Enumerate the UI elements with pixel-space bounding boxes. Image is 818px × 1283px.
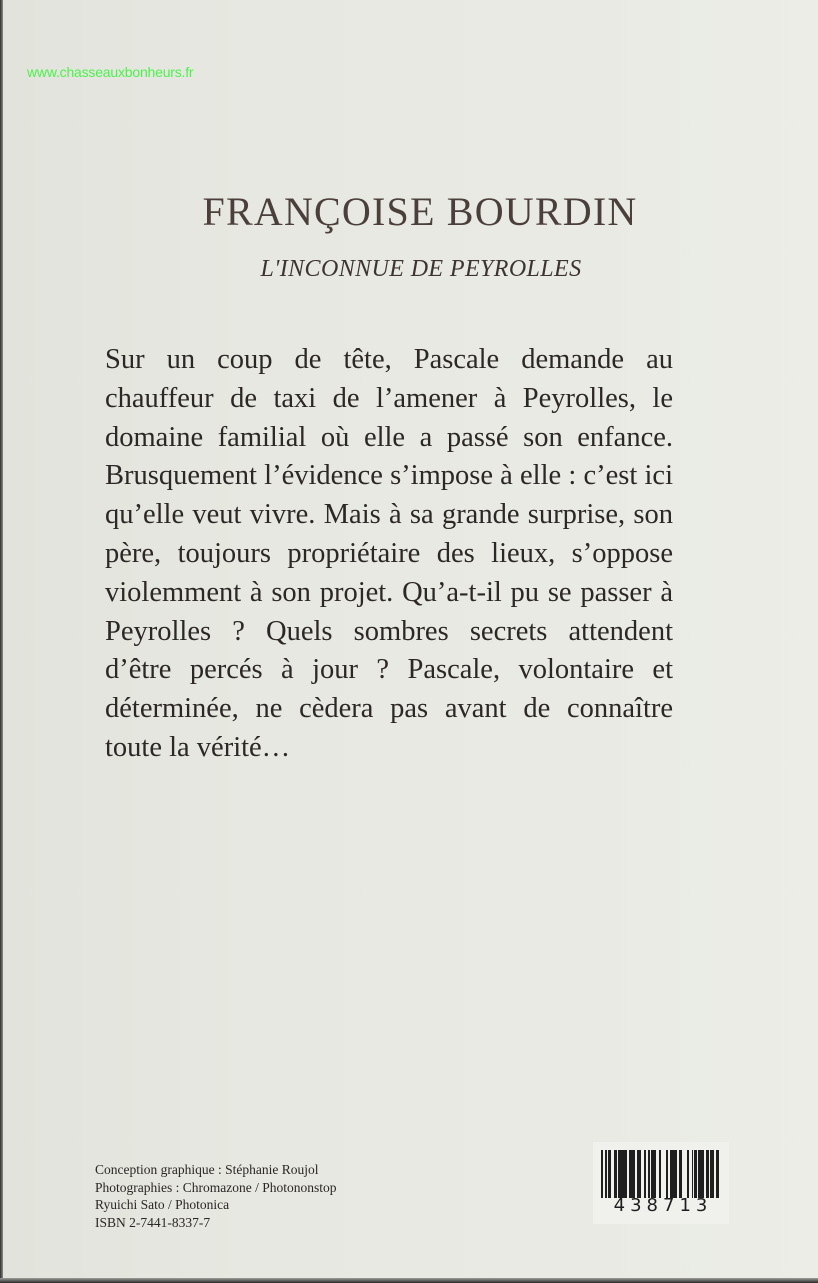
credit-photos: Photographies : Chromazone / Photononstop — [95, 1179, 337, 1195]
credit-design: Conception graphique : Stéphanie Roujol — [95, 1162, 319, 1177]
barcode-bars-icon — [601, 1150, 719, 1198]
book-back-cover — [3, 0, 818, 1278]
isbn: ISBN 2-7441-8337-7 — [95, 1214, 211, 1230]
barcode-number: 438713 — [613, 1195, 713, 1216]
author-name: FRANÇOISE BOURDIN — [202, 189, 638, 234]
book-blurb — [105, 341, 673, 768]
cover-bottom-edge — [0, 1278, 818, 1283]
watermark-link[interactable]: www.chasseauxbonheurs.fr — [27, 64, 194, 80]
credits-block — [95, 1161, 336, 1231]
credit-photos-2: Ryuichi Sato / Photonica — [95, 1197, 230, 1212]
barcode — [593, 1142, 729, 1224]
cover-left-edge — [0, 0, 3, 1283]
book-title: L'INCONNUE DE PEYROLLES — [260, 256, 582, 282]
blurb-text: Sur un coup de tête, Pascale demande au chauffeur de taxi de l’amener à Peyrolles, le domaine familial où elle a passé son enfance. Brusquement l’évidence s’impose à elle : c’est ici qu’elle veut vivre. Mais à sa grande surprise, son père, toujours propriétaire des lieux, s’oppose violemment à son projet. Qu’a-t-il pu se passer à Peyrolles ? Quels sombres secrets attendent d’être percés à jour ? Pascale, volontaire et déterminée, ne cèdera pas avant de connaître toute la vérité… — [105, 344, 673, 763]
